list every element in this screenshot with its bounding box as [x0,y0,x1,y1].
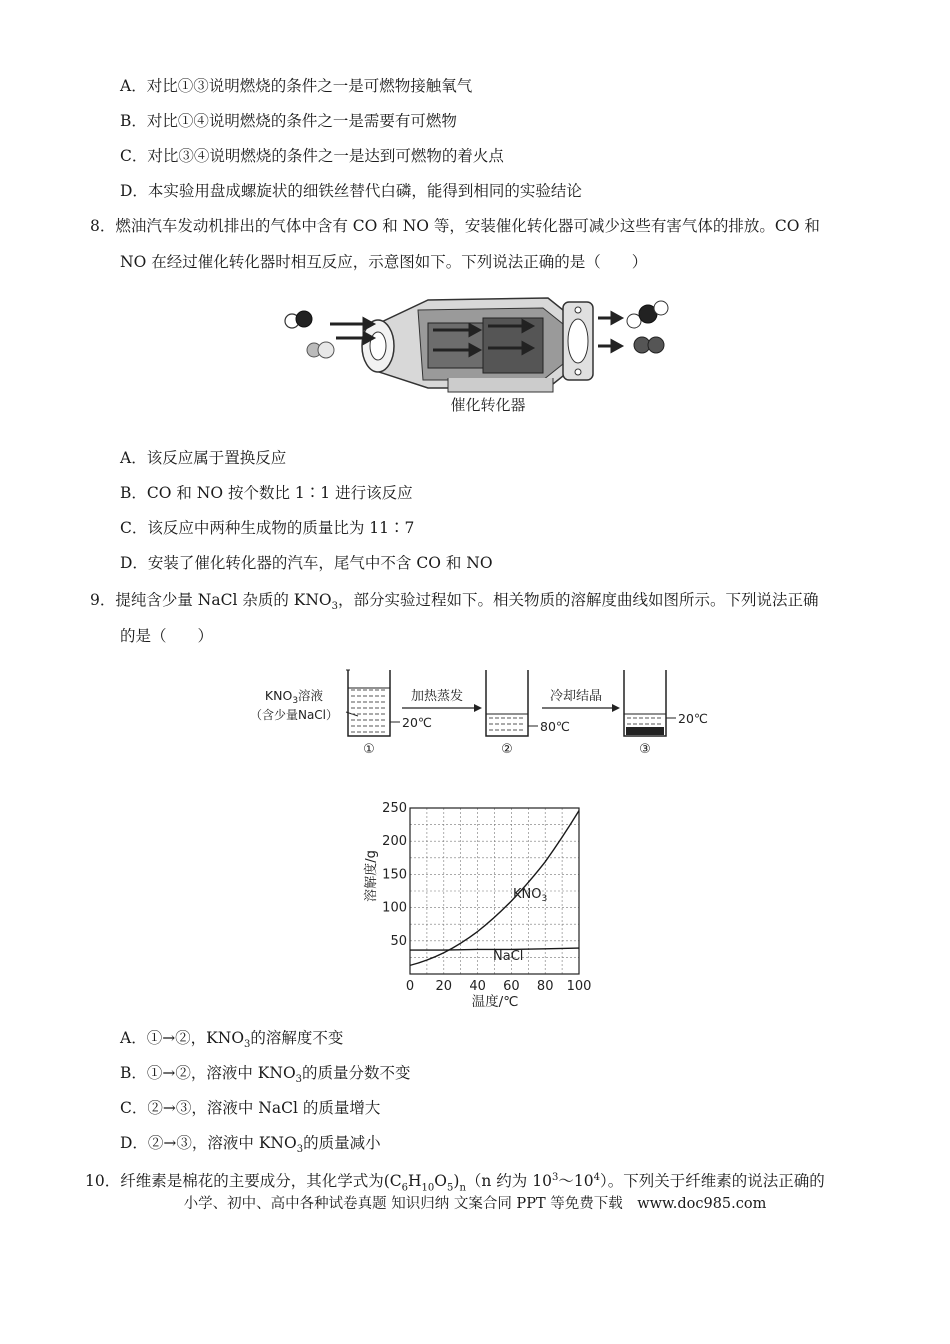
solution-label: $KNO_3$溶液 [264,688,324,706]
q8-option-a: A．该反应属于置换反应 [120,449,287,467]
q8-option-d: D．安装了催化转化器的汽车，尾气中不含 CO 和 NO [120,554,493,572]
q7-option-c: C．对比③④说明燃烧的条件之一是达到可燃物的着火点 [120,147,504,165]
q9-stem-line2: 的是（ ） [120,627,214,645]
q7-option-b: B．对比①④说明燃烧的条件之一是需要有可燃物 [120,112,457,130]
temp-label-2: 80℃ [540,719,570,734]
series-label-nacl: NaCl [493,949,524,964]
y-tick-label: 150 [382,867,407,883]
q9-stem-line1: 9．提纯含少量 NaCl 杂质的 $KNO_3$，部分实验过程如下。相关物质的溶解度曲线如图所示。下列说法正确 [90,591,819,613]
input-molecule-co [285,311,312,328]
x-tick-label: 80 [536,979,554,994]
x-tick-label: 60 [503,979,520,994]
temp-label-3: 20℃ [678,711,708,726]
q9-option-d: D．②→③，溶液中 $KNO_3$的质量减小 [120,1134,381,1156]
input-molecule-no [307,342,334,358]
output-molecule-co2 [627,301,668,328]
q10-stem-line1: 10．纤维素是棉花的主要成分，其化学式为$(C_6H_{10}O_5)_n(n$ 约为 $10^3\sim 10^4$）。下列关于纤维素的说法正确的 [85,1172,825,1194]
beaker-label-2: ② [501,742,513,757]
beaker-label-3: ③ [639,742,651,757]
temp-label-1: 20℃ [402,715,432,730]
beaker-1 [346,670,390,736]
q8-stem-line1: 8．燃油汽车发动机排出的气体中含有 CO 和 NO 等，安装催化转化器可减少这些有害气体的排放。CO 和 [90,217,820,235]
process-figure [236,660,716,760]
beaker-2 [486,670,528,736]
q7-option-d: D．本实验用盘成螺旋状的细铁丝替代白磷，能得到相同的实验结论 [120,182,582,200]
figure-caption: 催化转化器 [450,396,526,414]
x-tick-label: 40 [469,979,486,994]
step-label-1: 加热蒸发 [410,689,464,704]
step-label-2: 冷却结晶 [549,689,603,704]
q8-option-c: C．该反应中两种生成物的质量比为 11∶7 [120,519,415,537]
x-tick-label: 20 [435,979,453,994]
q9-option-b: B．①→②，溶液中 $KNO_3$的质量分数不变 [120,1064,411,1086]
beaker-label-1: ① [363,742,375,757]
catalytic-converter-figure [278,288,678,418]
page-footer: 小学、初中、高中各种试卷真题 知识归纳 文案合同 PPT 等免费下载 www.doc985.com [183,1196,767,1212]
q9-option-c: C．②→③，溶液中 NaCl 的质量增大 [120,1099,381,1117]
x-tick-label: 100 [566,979,592,994]
y-tick-label: 250 [382,801,407,816]
y-tick-label: 50 [390,933,407,949]
y-tick-label: 100 [382,900,407,916]
x-axis-label: 温度/℃ [471,994,519,1010]
q9-option-a: A．①→②，$KNO_3$的溶解度不变 [120,1029,344,1051]
converter-body [362,298,593,392]
q7-option-a: A．对比①③说明燃烧的条件之一是可燃物接触氧气 [120,77,473,95]
beaker-3 [624,670,666,736]
solubility-chart [355,796,605,1011]
y-axis-label: 溶解度/g [364,850,379,902]
y-tick-label: 200 [382,834,407,850]
impurity-label: （含少量NaCl） [249,708,339,722]
q8-stem-line2: NO 在经过催化转化器时相互反应，示意图如下。下列说法正确的是（ ） [120,253,648,271]
x-tick-label: 0 [405,979,415,994]
output-molecule-n2 [634,337,664,353]
series-label-kno3: $KNO_3$ [513,887,548,904]
q8-option-b: B．CO 和 NO 按个数比 1∶1 进行该反应 [120,484,413,502]
